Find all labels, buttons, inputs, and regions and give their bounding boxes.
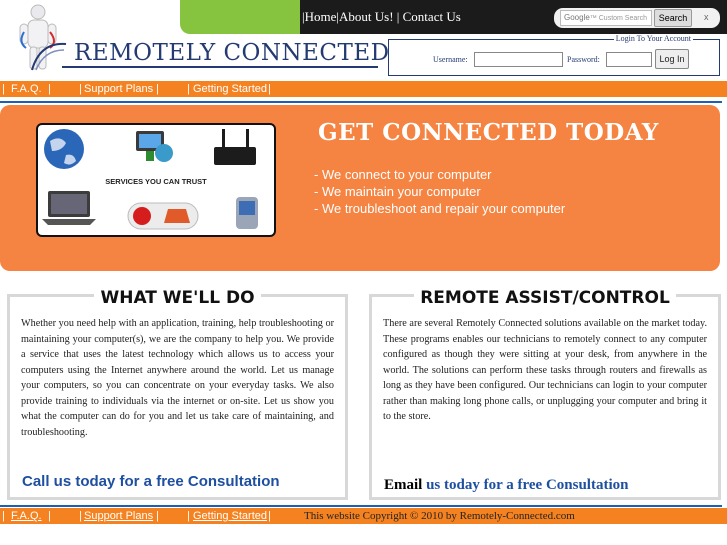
top-nav-separator: | [396,9,400,24]
panel-heading-text: REMOTE ASSIST/CONTROL [414,288,676,308]
search-input[interactable]: Google™ Custom Search [560,10,652,26]
nav-separator: | [187,510,190,522]
panel-heading-text: WHAT WE'LL DO [94,288,260,308]
google-label: Google [564,13,590,22]
top-nav-contact[interactable]: Contact Us [402,9,461,24]
top-nav-separator: | [302,9,305,24]
divider [0,101,722,103]
footer-nav-getting-started[interactable]: Getting Started [193,510,267,522]
site-title: REMOTELY CONNECTED [74,40,390,66]
nav-separator: | [156,83,159,95]
email-cta-link[interactable]: us today for a free Consultation [426,477,629,493]
password-field[interactable] [606,52,652,67]
email-cta-prefix: Email [384,477,423,493]
search-button[interactable]: Search [654,9,692,27]
panel-heading [372,288,718,308]
username-label: Username: [433,55,468,64]
nav-separator: | [268,83,271,95]
login-button[interactable]: Log In [655,49,689,69]
banner-bullet: - We maintain your computer [314,184,481,199]
email-cta[interactable] [384,477,628,494]
what-we-do-panel [7,288,348,500]
panel-heading [10,288,345,308]
services-caption: SERVICES YOU CAN TRUST [105,177,207,186]
clear-search-icon[interactable]: x [704,12,709,22]
hero-banner [0,105,720,271]
call-cta[interactable]: Call us today for a free Consultation [22,473,280,490]
panel-body: There are several Remotely Connected solutions available on the market today. These programs enables our technicians to remotely connect to any computer configured as though they were sitting at your desk, from anywhere in the world. The solutions can perform these tasks through routers and firewalls as long as they have been configured. Our technicians can login to your computer rather than making long phone calls, or unplugging your computer and bring it to the store. [383,318,707,422]
divider [0,505,722,507]
footer-nav-support-plans[interactable]: Support Plans [84,510,154,522]
nav-separator: | [48,510,51,522]
username-field[interactable] [474,52,563,67]
nav-separator: | [79,510,82,522]
nav-faq[interactable]: F.A.Q. [11,83,42,95]
top-nav-about[interactable]: About Us! [339,9,394,24]
nav-getting-started[interactable]: Getting Started [193,83,267,95]
nav-separator: | [156,510,159,522]
banner-bullet: - We troubleshoot and repair your computer [314,201,566,216]
nav-support-plans[interactable]: Support Plans [84,83,154,95]
title-underline [62,66,378,68]
green-accent-tab [180,0,300,34]
nav-separator: | [2,510,5,522]
nav-separator: | [2,83,5,95]
top-nav [302,9,461,25]
nav-separator: | [79,83,82,95]
top-nav-separator: | [336,9,339,24]
nav-separator: | [48,83,51,95]
main-nav [0,81,727,97]
remote-assist-panel [369,288,721,500]
panel-body: Whether you need help with an application, training, help troubleshooting or maintaining your computer(s), we are the company to help you. We provide a service that uses the latest technology which allows us to access your computers using the Internet anywhere around the world. Let us manage your computers, so you can concentrate on your everyday tasks. We also provide training to individuals via the internet or on-site. Let us show you what the computer can do for you and let us take care of maintaining, and troubleshooting. [21,318,334,438]
nav-separator: | [187,83,190,95]
search-placeholder: Custom Search [598,15,647,22]
login-legend: Login To Your Account [615,34,691,43]
password-label: Password: [567,55,600,64]
banner-bullet: - We connect to your computer [314,167,492,182]
login-form [388,34,720,76]
nav-separator: | [268,510,271,522]
banner-title: GET CONNECTED TODAY [318,119,659,146]
footer-nav-faq[interactable]: F.A.Q. [11,510,42,522]
search-box [554,8,720,28]
footer-nav [0,508,727,524]
copyright-text: This website Copyright © 2010 by Remotely-Connected.com [304,510,575,522]
top-nav-home[interactable]: Home [304,9,337,24]
services-image [36,123,276,237]
